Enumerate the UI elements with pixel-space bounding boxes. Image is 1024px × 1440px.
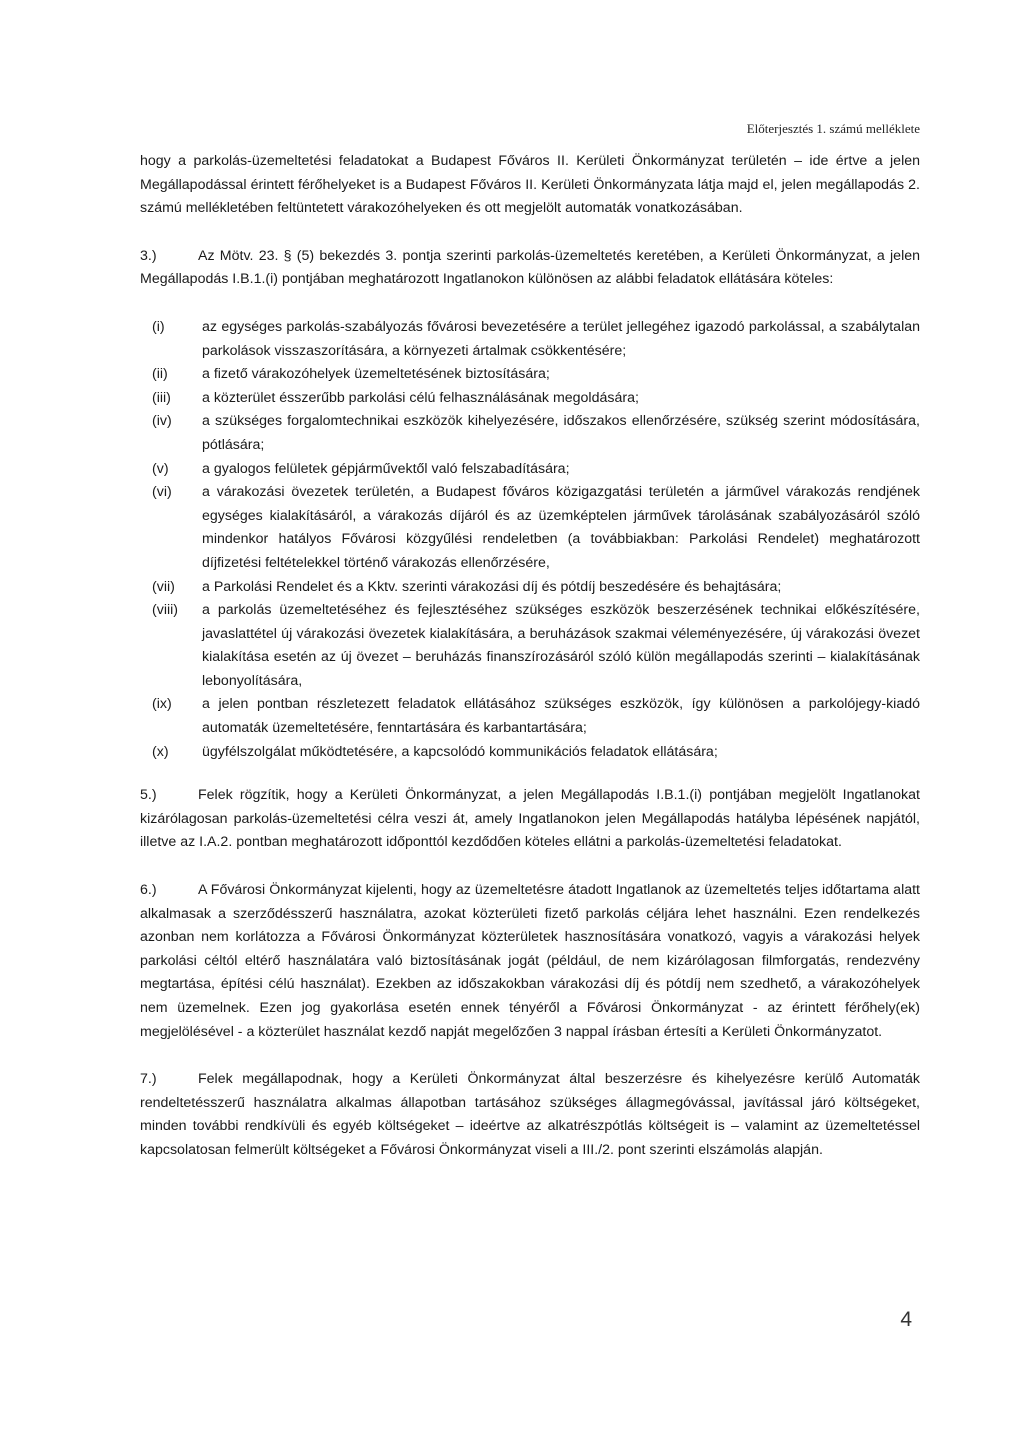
section-5-text: Felek rögzítik, hogy a Kerületi Önkormányzat, a jelen Megállapodás I.B.1.(i) pontjában megjelölt Ingatlanokat kizárólagosan parkolás-üzemeltetési célra veszi át, amely Ingatlanokon jelen Megállapodás hatályba lépésének napjától, illetve az I.A.2. pontban meghatározott időponttól kezdődően köteles ellátni a parkolás-üzemeltetési feladatokat.: [140, 787, 920, 851]
document-body: [140, 150, 920, 1163]
list-item-number: (i): [152, 318, 165, 335]
list-item: [140, 387, 920, 411]
list-item: [140, 410, 920, 457]
section-3-text: Az Mötv. 23. § (5) bekezdés 3. pontja szerinti parkolás-üzemeltetés keretében, a Kerületi Önkormányzat, a jelen Megállapodás I.B.1.(i) pontjában meghatározott Ingatlanokon különösen az alábbi feladatok ellátására köteles:: [140, 247, 920, 288]
list-item: [140, 599, 920, 693]
list-item-text: a fizető várakozóhelyek üzemeltetésének biztosítására;: [202, 366, 550, 383]
list-item-text: az egységes parkolás-szabályozás fővárosi bevezetésére a terület jellegéhez igazodó parkolással, a szabálytalan parkolások visszaszorítására, a környezeti ártalmak csökkentésére;: [202, 318, 920, 359]
list-item: [140, 363, 920, 387]
section-5-paragraph: [140, 784, 920, 855]
list-item-text: ügyfélszolgálat működtetésére, a kapcsolódó kommunikációs feladatok ellátására;: [202, 743, 718, 760]
list-item: [140, 741, 920, 765]
list-item: [140, 481, 920, 575]
list-item-number: (v): [152, 460, 169, 477]
list-item-number: (iv): [152, 413, 172, 430]
list-item: [140, 316, 920, 363]
list-item-number: (vii): [152, 578, 175, 595]
list-item-number: (ii): [152, 366, 168, 383]
section-3-number: 3.): [140, 247, 157, 264]
section-6-number: 6.): [140, 882, 157, 899]
list-item-number: (ix): [152, 696, 172, 713]
task-list: [140, 316, 920, 764]
list-item-text: a várakozási övezetek területén, a Budapest főváros közigazgatási területén a járművel várakozás rendjének egységes kialakításáról, a várakozás díjáról és az üzemképtelen járművek tárolásának szabályozásáról szóló mindenkor hatályos Fővárosi közgyűlési rendeletben (a továbbiakban: Parkolási Rendelet) meghatározott díjfizetési feltételekkel történő várakozás ellenőrzésére,: [202, 484, 920, 571]
section-3-paragraph: [140, 245, 920, 292]
list-item-number: (x): [152, 743, 169, 760]
list-item: [140, 576, 920, 600]
list-item-number: (viii): [152, 602, 178, 619]
list-item-text: a jelen pontban részletezett feladatok ellátásához szükséges eszközök, így különösen a parkolójegy-kiadó automaták üzemeltetésére, fenntartására és karbantartására;: [202, 696, 920, 737]
list-item-text: a gyalogos felületek gépjárművektől való felszabadítására;: [202, 460, 570, 477]
intro-paragraph: hogy a parkolás-üzemeltetési feladatokat a Budapest Főváros II. Kerületi Önkormányzat területén – ide értve a jelen Megállapodással érintett férőhelyeket is a Budapest Főváros II. Kerületi Önkormányzata látja majd el, jelen megállapodás 2. számú mellékletében feltüntetett várakozóhelyeken és ott megjelölt automaták vonatkozásában.: [140, 153, 920, 217]
list-item-text: a Parkolási Rendelet és a Kktv. szerinti várakozási díj és pótdíj beszedésére és behajtására;: [202, 578, 782, 595]
page-number: 4: [900, 1308, 912, 1331]
list-item: [140, 458, 920, 482]
section-5-number: 5.): [140, 787, 157, 804]
list-item-text: a szükséges forgalomtechnikai eszközök kihelyezésére, időszakos ellenőrzésére, szükség szerint módosítására, pótlására;: [202, 413, 920, 453]
section-7-text: Felek megállapodnak, hogy a Kerületi Önkormányzat által beszerzésre és kihelyezésre kerülő Automaták rendeltetésszerű használatra alkalmas állapotban tartásához szükséges állagmegóvással, javítással járó költségeket, minden további rendkívüli és egyéb költségeket – ideértve az alkatrészpótlás költségeit is – valamint az üzemeltetéssel kapcsolatosan felmerült költségeket a Fővárosi Önkormányzat viseli a III./2. pont szerinti elszámolás alapján.: [140, 1071, 920, 1158]
section-7-number: 7.): [140, 1071, 157, 1088]
list-item-text: a közterület ésszerűbb parkolási célú felhasználásának megoldására;: [202, 389, 639, 406]
list-item: [140, 693, 920, 740]
section-7-paragraph: [140, 1068, 920, 1162]
page-header: Előterjesztés 1. számú melléklete: [746, 121, 920, 136]
list-item-number: (iii): [152, 389, 171, 406]
list-item-number: (vi): [152, 484, 172, 501]
section-6-paragraph: [140, 879, 920, 1044]
section-6-text: A Fővárosi Önkormányzat kijelenti, hogy az üzemeltetésre átadott Ingatlanok az üzemeltetés teljes időtartama alatt alkalmasak a szerződésszerű használatra, azokat közterületi fizető parkolás céljára lehet használni. Ezen rendelkezés azonban nem korlátozza a Fővárosi Önkormányzat közterületek hasznosítására vonatkozó, vagyis a várakozási helyek parkolási céltól eltérő használatára való biztosításának jogát (például, de nem kizárólagosan filmforgatás, rendezvény megtartása, építési célú használat). Ezekben az időszakokban várakozási díj és pótdíj nem szedhető, a várakozóhelyek nem üzemelnek. Ezen jog gyakorlása esetén ennek tényéről a Fővárosi Önkormányzat - az érintett férőhely(ek) megjelölésével - a közterület használat kezdő napját megelőzően 3 nappal írásban értesíti a Kerületi Önkormányzatot.: [140, 882, 920, 1040]
list-item-text: a parkolás üzemeltetéséhez és fejlesztéséhez szükséges eszközök beszerzésének technikai előkészítésére, javaslattétel új várakozási övezetek kialakítására, a beruházások szakmai véleményezésére, új várakozási övezet kialakítása esetén az új övezet – beruházás finanszírozásáról szóló külön megállapodás szerinti – kialakításának lebonyolítására,: [202, 602, 920, 689]
